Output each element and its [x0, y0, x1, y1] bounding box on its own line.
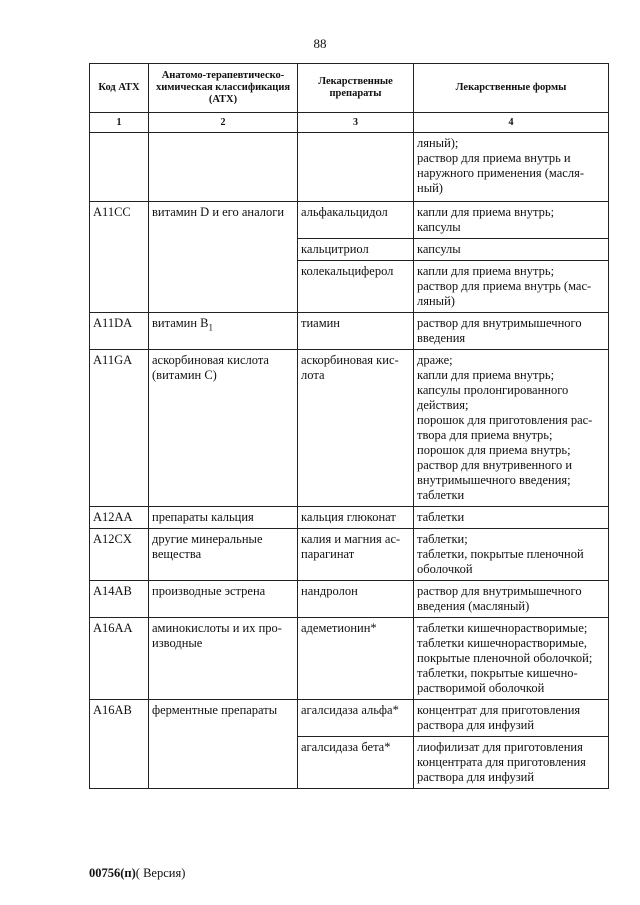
drug-name-cell: нандролон	[298, 581, 414, 618]
atx-code-cell: A11DA	[90, 313, 149, 350]
drug-name-cell	[298, 133, 414, 202]
atx-class-cell	[149, 133, 298, 202]
dosage-forms-cell: таблетки; таблетки, покрытые пленочной оболочкой	[414, 529, 609, 581]
table-row	[90, 202, 609, 239]
drug-name-cell: агалсидаза альфа*	[298, 700, 414, 737]
column-number: 2	[149, 113, 298, 133]
dosage-forms-cell: капли для приема внутрь; капсулы	[414, 202, 609, 239]
column-number: 4	[414, 113, 609, 133]
footer-document-code: 00756(п)	[89, 866, 136, 880]
dosage-forms-cell: лиофилизат для приготовления концентрата для приготовления раствора для инфузий	[414, 737, 609, 789]
atx-code-cell: A14AB	[90, 581, 149, 618]
table-row	[90, 700, 609, 737]
atx-class-cell: аминокислоты и их про-изводные	[149, 618, 298, 700]
table-row	[90, 313, 609, 350]
header-atx-classification: Анатомо-терапевтическо-химическая классификация (АТХ)	[149, 64, 298, 113]
column-number: 1	[90, 113, 149, 133]
table-row	[90, 133, 609, 202]
atx-code-cell: A12AA	[90, 507, 149, 529]
atx-class-cell: другие минеральные вещества	[149, 529, 298, 581]
table-row	[90, 507, 609, 529]
table-row	[90, 618, 609, 700]
atx-class-cell: аскорбиновая кислота (витамин C)	[149, 350, 298, 507]
atx-code-cell: A16AA	[90, 618, 149, 700]
dosage-forms-cell: таблетки кишечнорастворимые; таблетки кишечнорастворимые, покрытые пленочной оболочкой; таблетки, покрытые кишечно-растворимой оболочкой	[414, 618, 609, 700]
drug-name-cell: адеметионин*	[298, 618, 414, 700]
drug-name-cell: кальцитриол	[298, 239, 414, 261]
vitamin-subscript: 1	[208, 322, 214, 333]
table-row	[90, 350, 609, 507]
header-atx-code: Код АТХ	[90, 64, 149, 113]
drug-name-cell: колекальциферол	[298, 261, 414, 313]
table-header-row	[90, 64, 609, 113]
atx-code-cell	[90, 133, 149, 202]
footer-version: ( Версия)	[135, 866, 186, 880]
dosage-forms-cell: драже; капли для приема внутрь; капсулы пролонгированного действия; порошок для приготовления рас-твора для приема внутрь; порошок для приема внутрь; раствор для внутривенного и внутримышечного введения; таблетки	[414, 350, 609, 507]
drug-name-cell: альфакальцидол	[298, 202, 414, 239]
drug-name-cell: калия и магния ас-парагинат	[298, 529, 414, 581]
header-drugs: Лекарственные препараты	[298, 64, 414, 113]
dosage-forms-cell: концентрат для приготовления раствора для инфузий	[414, 700, 609, 737]
dosage-forms-cell: раствор для внутримышечного введения	[414, 313, 609, 350]
drug-name-cell: кальция глюконат	[298, 507, 414, 529]
atx-class-cell: производные эстрена	[149, 581, 298, 618]
drug-name-cell: агалсидаза бета*	[298, 737, 414, 789]
atx-class-cell: препараты кальция	[149, 507, 298, 529]
atx-code-cell: A16AB	[90, 700, 149, 789]
atx-class-cell: витамин $B_1$	[149, 313, 298, 350]
page-number: 88	[313, 36, 327, 51]
atx-drug-table	[89, 63, 609, 789]
drug-name-cell: тиамин	[298, 313, 414, 350]
atx-code-cell: A11GA	[90, 350, 149, 507]
column-number-row	[90, 113, 609, 133]
table-body	[90, 133, 609, 789]
dosage-forms-cell: таблетки	[414, 507, 609, 529]
dosage-forms-cell: капли для приема внутрь; раствор для приема внутрь (мас-ляный)	[414, 261, 609, 313]
atx-class-cell: витамин D и его аналоги	[149, 202, 298, 313]
dosage-forms-cell: раствор для внутримышечного введения (масляный)	[414, 581, 609, 618]
dosage-forms-cell: ляный); раствор для приема внутрь и наружного применения (масля-ный)	[414, 133, 609, 202]
atx-class-cell: ферментные препараты	[149, 700, 298, 789]
atx-code-cell: A12CX	[90, 529, 149, 581]
table-row	[90, 529, 609, 581]
dosage-forms-cell: капсулы	[414, 239, 609, 261]
footer	[89, 866, 185, 881]
header-dosage-forms: Лекарственные формы	[414, 64, 609, 113]
atx-code-cell: A11CC	[90, 202, 149, 313]
drug-name-cell: аскорбиновая кис-лота	[298, 350, 414, 507]
column-number: 3	[298, 113, 414, 133]
table-row	[90, 581, 609, 618]
